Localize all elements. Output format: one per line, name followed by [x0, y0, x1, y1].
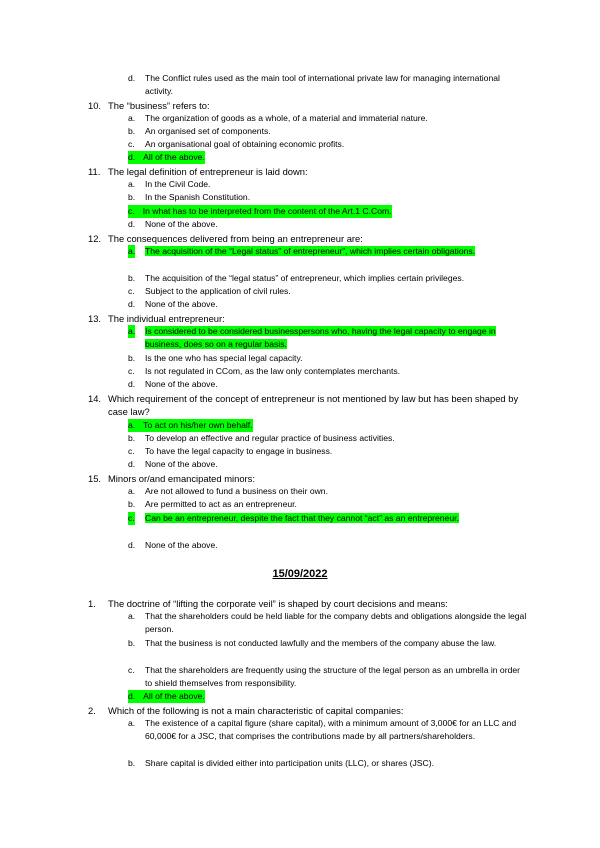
option: b. That the business is not conducted lawfully and the members of the company abuse the law.: [128, 638, 497, 648]
option-correct: a. To act on his/her own behalf.: [128, 419, 528, 432]
option: b. An organised set of components.: [128, 126, 271, 136]
option-correct: c. Can be an entrepreneur, despite the fact that they cannot “act” as an entrepreneur.: [128, 512, 478, 525]
option: d. None of the above.: [128, 299, 218, 309]
date-heading: 15/09/2022: [272, 568, 328, 580]
option: d. None of the above.: [128, 540, 218, 550]
option: a. The existence of a capital figure (share capital), with a minimum amount of 3,000€ for an LLC and 60,000€ for a JSC, that comprises the contributions made by all partners/shareholders.: [128, 718, 517, 742]
option: b. To develop an effective and regular practice of business activities.: [128, 433, 395, 443]
question-12: 12. The consequences delivered from being an entrepreneur are:: [88, 233, 363, 244]
option: c. Subject to the application of civil rules.: [128, 286, 291, 296]
question-15: 15. Minors or/and emancipated minors:: [88, 473, 255, 484]
option-correct: c. In what has to be interpreted from the content of the Art.1 C.Com.: [128, 205, 528, 218]
question-14: 14. Which requirement of the concept of entrepreneur is not mentioned by law but has been shaped by case law?: [88, 393, 519, 418]
option: c. To have the legal capacity to engage in business.: [128, 446, 333, 456]
option: b. Are permitted to act as an entrepreneur.: [128, 499, 297, 509]
question-11: 11. The legal definition of entrepreneur is laid down:: [88, 166, 308, 177]
option-correct: d. All of the above.: [128, 690, 528, 703]
option: b. In the Spanish Constitution.: [128, 192, 251, 202]
option: c. Is not regulated in CCom, as the law only contemplates merchants.: [128, 366, 401, 376]
question-1: 1. The doctrine of “lifting the corporate veil” is shaped by court decisions and means:: [88, 598, 448, 609]
list-item: d. The Conflict rules used as the main tool of international private law for managing international activity.: [128, 73, 500, 97]
option: a. That the shareholders could be held liable for the company debts and obligations alongside the legal person.: [128, 611, 527, 635]
option-correct: d. All of the above.: [128, 151, 528, 164]
option-correct: a. Is considered to be considered businesspersons who, having the legal capacity to engage in business, does so on a regular basis.: [128, 326, 496, 350]
option: c. An organisational goal of obtaining economic profits.: [128, 139, 345, 149]
option: d. None of the above.: [128, 219, 218, 229]
option: a. Are not allowed to fund a business on their own.: [128, 486, 328, 496]
option: d. None of the above.: [128, 459, 218, 469]
option: b. Share capital is divided either into participation units (LLC), or shares (JSC).: [128, 758, 434, 768]
option: a. In the Civil Code.: [128, 179, 211, 189]
question-10: 10. The “business” refers to:: [88, 100, 210, 111]
option: c. That the shareholders are frequently using the structure of the legal person as an umbrella in order to shield themselves from responsibility.: [128, 665, 520, 689]
question-2: 2. Which of the following is not a main characteristic of capital companies:: [88, 705, 404, 716]
question-13: 13. The individual entrepreneur:: [88, 313, 225, 324]
option-correct: a. The acquisition of the “Legal status” of entrepreneur”, which implies certain obligations.: [128, 245, 528, 258]
option: b. Is the one who has special legal capacity.: [128, 353, 303, 363]
option: a. The organization of goods as a whole, of a material and immaterial nature.: [128, 113, 428, 123]
option: d. None of the above.: [128, 379, 218, 389]
option: b. The acquisition of the “legal status” of entrepreneur, which implies certain privileges.: [128, 273, 465, 283]
